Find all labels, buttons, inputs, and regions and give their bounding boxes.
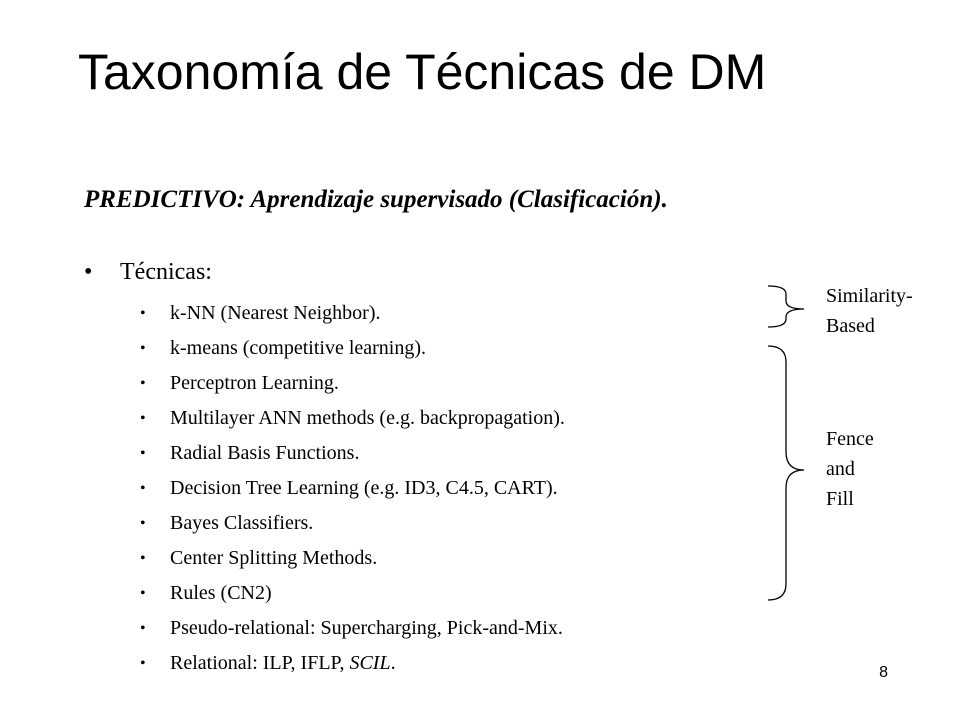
- list-item-text: Rules (CN2): [170, 582, 272, 604]
- bullet-glyph: •: [140, 585, 146, 602]
- page-number: 8: [879, 664, 888, 681]
- fence-fill-brace: [768, 346, 804, 600]
- similarity-brace: [768, 286, 804, 327]
- techniques-heading: [84, 254, 212, 290]
- bullet-glyph: •: [140, 410, 146, 427]
- list-item: [140, 366, 565, 401]
- list-item: [140, 576, 565, 611]
- list-item: [140, 296, 565, 331]
- slide-subtitle: PREDICTIVO: Aprendizaje supervisado (Clasificación).: [84, 186, 668, 213]
- bullet-glyph: •: [140, 620, 146, 637]
- list-item-text: Relational: ILP, IFLP, SCIL.: [170, 652, 396, 674]
- list-item-text: Decision Tree Learning (e.g. ID3, C4.5, CART).: [170, 477, 558, 499]
- list-item-text: Radial Basis Functions.: [170, 442, 360, 464]
- bullet-glyph: •: [140, 550, 146, 567]
- bullet-glyph: •: [84, 259, 93, 285]
- list-item: [140, 471, 565, 506]
- bullet-glyph: •: [140, 340, 146, 357]
- bullet-glyph: •: [140, 480, 146, 497]
- list-item-text: Bayes Classifiers.: [170, 512, 314, 534]
- list-item-text: Perceptron Learning.: [170, 372, 339, 394]
- list-item: [140, 541, 565, 576]
- list-item-text: k-means (competitive learning).: [170, 337, 427, 359]
- bullet-glyph: •: [140, 445, 146, 462]
- list-item: [140, 611, 565, 646]
- fence-and-fill-label: Fence and Fill: [826, 428, 874, 510]
- bullet-glyph: •: [140, 655, 146, 672]
- technique-list: [140, 296, 565, 681]
- list-item-text: Pseudo-relational: Supercharging, Pick-and-Mix.: [170, 617, 563, 639]
- list-item: [140, 506, 565, 541]
- list-item: [140, 646, 565, 681]
- list-item-text: Center Splitting Methods.: [170, 547, 378, 569]
- slide-title: Taxonomía de Técnicas de DM: [78, 44, 767, 100]
- list-item-text: Multilayer ANN methods (e.g. backpropagation).: [170, 407, 565, 429]
- similarity-based-label: Similarity- Based: [826, 285, 913, 337]
- bullet-glyph: •: [140, 375, 146, 392]
- bullet-glyph: •: [140, 305, 146, 322]
- list-item: [140, 436, 565, 471]
- techniques-label: Técnicas:: [120, 259, 212, 285]
- bullet-glyph: •: [140, 515, 146, 532]
- list-item-text: k-NN (Nearest Neighbor).: [170, 302, 381, 324]
- list-item: [140, 331, 565, 366]
- list-item: [140, 401, 565, 436]
